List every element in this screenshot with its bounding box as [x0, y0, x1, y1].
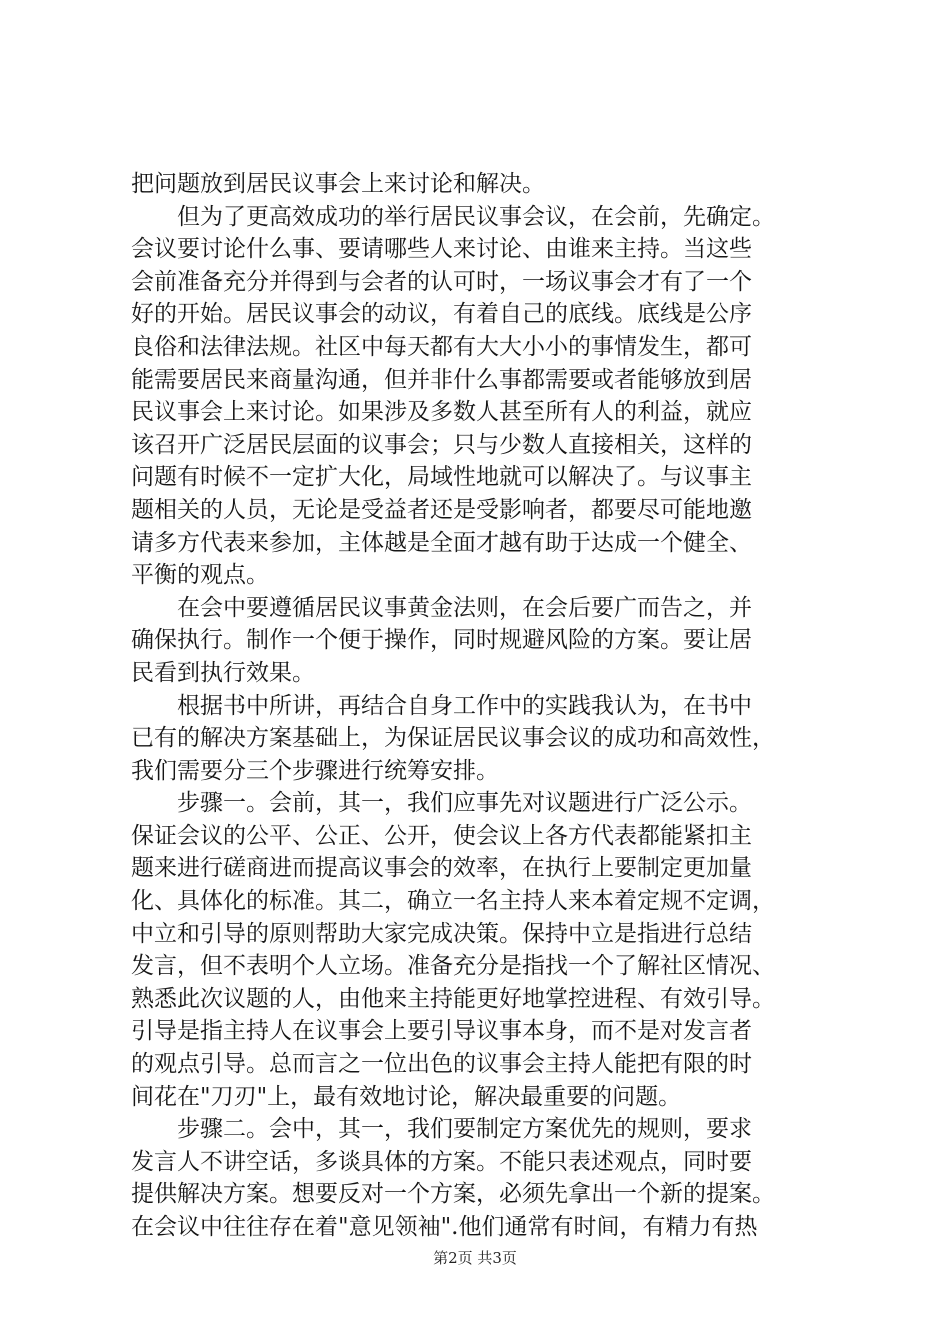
- text-line: 中立和引导的原则帮助大家完成决策。保持中立是指进行总结: [131, 920, 752, 947]
- text-line: 平衡的观点。: [131, 562, 269, 589]
- text-line: 把问题放到居民议事会上来讨论和解决。: [131, 171, 545, 197]
- page-footer: 第2页 共3页: [433, 1249, 517, 1267]
- text-line: 会议要讨论什么事、要请哪些人来讨论、由谁来主持。当这些: [131, 236, 752, 263]
- text-line: 在会议中往往存在着"意见领袖".他们通常有时间，有精力有热: [131, 1214, 758, 1240]
- text-line: 提供解决方案。想要反对一个方案，必须先拿出一个新的提案。: [131, 1181, 775, 1208]
- text-line: 化、具体化的标准。其二，确立一名主持人来本着定规不定调，: [131, 888, 775, 915]
- text-line: 已有的解决方案基础上，为保证居民议事会议的成功和高效性，: [131, 725, 775, 752]
- text-line: 间花在"刀刃"上，最有效地讨论，解决最重要的问题。: [131, 1083, 682, 1110]
- text-line: 步骤一。会前，其一，我们应事先对议题进行广泛公示。: [131, 790, 752, 817]
- text-line: 良俗和法律法规。社区中每天都有大大小小的事情发生，都可: [131, 333, 752, 360]
- text-line: 会前准备充分并得到与会者的认可时，一场议事会才有了一个: [131, 268, 752, 295]
- text-line: 问题有时候不一定扩大化，局域性地就可以解决了。与议事主: [131, 464, 752, 491]
- text-line: 民议事会上来讨论。如果涉及多数人甚至所有人的利益，就应: [131, 399, 752, 426]
- text-line: 我们需要分三个步骤进行统筹安排。: [131, 757, 499, 784]
- text-line: 保证会议的公平、公正、公开，使会议上各方代表都能紧扣主: [131, 822, 752, 849]
- text-line: 引导是指主持人在议事会上要引导议事本身，而不是对发言者: [131, 1018, 752, 1045]
- text-line: 请多方代表来参加，主体越是全面才越有助于达成一个健全、: [131, 529, 752, 556]
- body-text: [131, 168, 831, 1244]
- text-line: 发言人不讲空话，多谈具体的方案。不能只表述观点，同时要: [131, 1148, 752, 1175]
- text-line: 在会中要遵循居民议事黄金法则，在会后要广而告之，并: [131, 594, 752, 621]
- text-line: 好的开始。居民议事会的动议，有着自己的底线。底线是公序: [131, 301, 752, 328]
- text-line: 步骤二。会中，其一，我们要制定方案优先的规则，要求: [131, 1116, 752, 1143]
- text-line: 熟悉此次议题的人，由他来主持能更好地掌控进程、有效引导。: [131, 985, 775, 1012]
- text-line: 确保执行。制作一个便于操作，同时规避风险的方案。要让居: [131, 627, 752, 654]
- text-line: 发言，但不表明个人立场。准备充分是指找一个了解社区情况、: [131, 953, 775, 980]
- text-line: 根据书中所讲，再结合自身工作中的实践我认为，在书中: [131, 692, 752, 719]
- text-line: 题相关的人员，无论是受益者还是受影响者，都要尽可能地邀: [131, 496, 752, 523]
- text-line: 但为了更高效成功的举行居民议事会议，在会前，先确定。: [131, 203, 775, 230]
- text-line: 该召开广泛居民层面的议事会；只与少数人直接相关，这样的: [131, 431, 752, 458]
- text-line: 民看到执行效果。: [131, 659, 315, 686]
- text-line: 能需要居民来商量沟通，但并非什么事都需要或者能够放到居: [131, 366, 752, 393]
- text-line: 的观点引导。总而言之一位出色的议事会主持人能把有限的时: [131, 1051, 752, 1078]
- text-line: 题来进行磋商进而提高议事会的效率，在执行上要制定更加量: [131, 855, 752, 882]
